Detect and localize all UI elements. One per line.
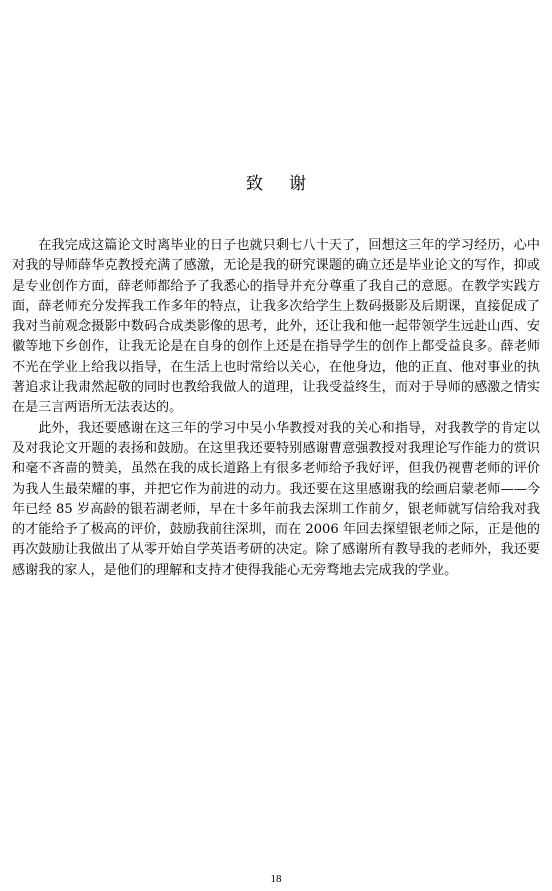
paragraph: 在我完成这篇论文时离毕业的日子也就只剩七八十天了，回想这三年的学习经历，心中对我的导师薛华克教授充满了感激，无论是我的研究课题的确立还是毕业论文的写作，抑或是专业创作方面，薛老师都给予了我悉心的指导并充分尊重了我自己的意愿。在教学实践方面，薛老师充分发挥我工作多年的特点，让我多次给学生上数码摄影及后期课，直接促成了我对当前观念摄影中数码合成类影像的思考，此外，还让我和他一起带领学生远赴山西、安徽等地下乡创作，让我无论是在自身的创作上还是在指导学生的创作上都受益良多。薛老师不光在学业上给我以指导，在生活上也时常给以关心，在他身边，他的正直、他对事业的执著追求让我肃然起敬的同时也教给我做人的道理，让我受益终生，而对于导师的感激之情实在是三言两语所无法表达的。 <box>12 238 540 416</box>
page-number: 18 <box>270 873 282 885</box>
acknowledgement-body <box>12 236 540 581</box>
page-title: 致谢 <box>246 174 332 194</box>
paragraph: 此外，我还要感谢在这三年的学习中吴小华教授对我的关心和指导，对我教学的肯定以及对我论文开题的表扬和鼓励。在这里我还要特别感谢曹意强教授对我理论写作能力的赏识和毫不吝啬的赞美，虽然在我的成长道路上有很多老师给予我好评，但我仍视曹老师的评价为我人生最荣耀的事，并把它作为前进的动力。我还要在这里感谢我的绘画启蒙老师——今年已经 85 岁高龄的银若湖老师，早在十多年前我去深圳工作前夕，银老师就写信给我对我的才能给予了极高的评价，鼓励我前往深圳，而在 2006 年回去探望银老师之际，正是他的再次鼓励让我做出了从零开始自学英语考研的决定。除了感谢所有教导我的老师外，我还要感谢我的家人，是他们的理解和支持才使得我能心无旁骛地去完成我的学业。 <box>12 420 540 578</box>
